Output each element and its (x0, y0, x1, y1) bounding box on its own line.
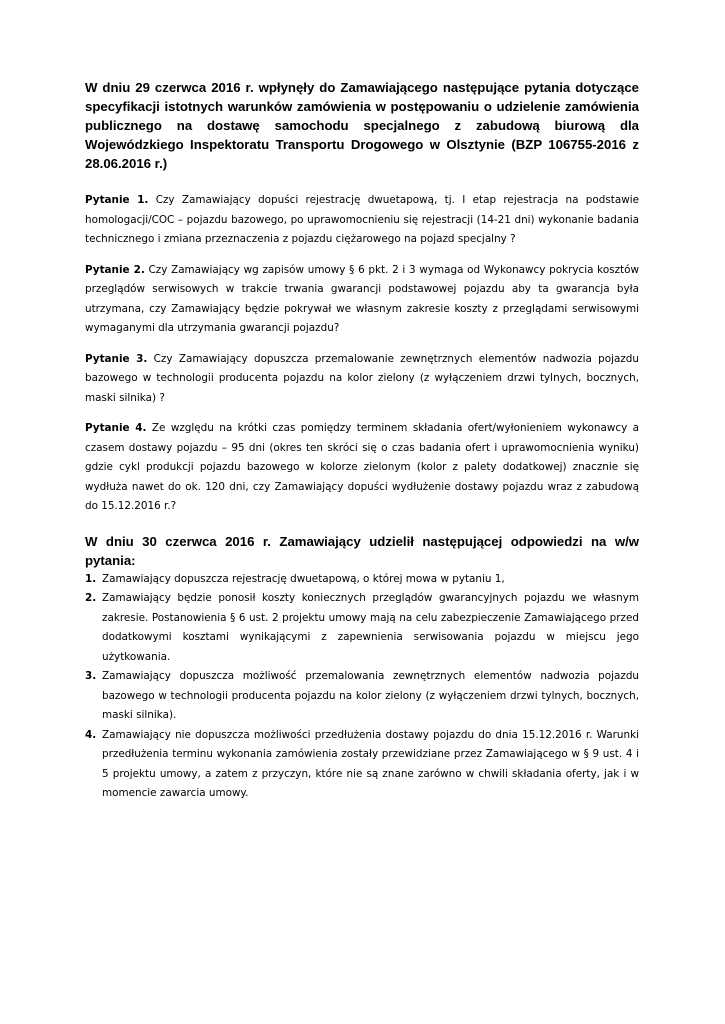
answer-item-1 (85, 570, 639, 590)
question-4-text: Ze względu na krótki czas pomiędzy terminem składania ofert/wyłonieniem wykonawcy a czasem dostawy pojazdu – 95 dni (okres ten skróci się o czas badania ofert i uprawomocnienia wyniku) gdzie cykl produkcji pojazdu bazowego w kolorze zielonym (kolor z palety dodatkowej) znacznie się wydłuża nawet do ok. 120 dni, czy Zamawiający dopuści wydłużenie dostawy pojazdu wraz z zabudową do 15.12.2016 r.? (85, 422, 639, 512)
answer-2-number: 2. (85, 592, 97, 604)
question-3-label: Pytanie 3. (85, 352, 148, 365)
question-1-text: Czy Zamawiający dopuści rejestrację dwuetapową, tj. I etap rejestracja na podstawie homologacji/COC – pojazdu bazowego, po uprawomocnieniu się rejestracji (14-21 dni) wykonanie badania technicznego i zmiana przeznaczenia z pojazdu ciężarowego na pojazd specjalny ? (85, 194, 639, 245)
question-2-label: Pytanie 2. (85, 263, 145, 276)
question-1-label: Pytanie 1. (85, 194, 149, 206)
document-page (85, 78, 639, 804)
question-3-text: Czy Zamawiający dopuszcza przemalowanie zewnętrznych elementów nadwozia pojazdu bazowego w technologii producenta pojazdu na kolor zielony (z wyłączeniem drzwi tylnych, bocznych, maski silnika) ? (85, 352, 639, 404)
answer-item-4 (85, 726, 639, 804)
question-1 (85, 191, 639, 250)
answer-4-number: 4. (85, 728, 97, 741)
answer-item-3 (85, 667, 639, 726)
answer-3-text: Zamawiający dopuszcza możliwość przemalowania zewnętrznych elementów nadwozia pojazdu bazowego w technologii producenta pojazdu na kolor zielony (z wyłączeniem drzwi tylnych, bocznych, maski silnika). (102, 670, 639, 721)
answer-1-number: 1. (85, 572, 97, 585)
question-4-label: Pytanie 4. (85, 422, 147, 434)
answer-4-text: Zamawiający nie dopuszcza możliwości przedłużenia dostawy pojazdu do dnia 15.12.2016 r. Warunki przedłużenia terminu wykonania zamówienia zostały przewidziane przez Zamawiającego w § 9 ust. 4 i 5 projektu umowy, a zatem z przyczyn, które nie są znane zarówno w chwili składania oferty, jak i w momencie zawarcia umowy. (102, 728, 639, 799)
answers-list (85, 570, 639, 804)
question-2-text: Czy Zamawiający wg zapisów umowy § 6 pkt. 2 i 3 wymaga od Wykonawcy pokrycia kosztów przeglądów serwisowych w trakcie trwania gwarancji podstawowej pojazdu aby ta gwarancja była utrzymana, czy Zamawiający będzie pokrywał we własnym zakresie koszty z przeglądami serwisowymi wymaganymi dla utrzymania gwarancji pojazdu? (85, 263, 639, 334)
question-2 (85, 261, 639, 339)
answer-1-text: Zamawiający dopuszcza rejestrację dwuetapową, o której mowa w pytaniu 1, (102, 572, 505, 585)
answer-3-number: 3. (85, 670, 97, 682)
answer-item-2 (85, 589, 639, 667)
intro-heading: W dniu 29 czerwca 2016 r. wpłynęły do Zamawiającego następujące pytania dotyczące specyfikacji istotnych warunków zamówienia w postępowaniu o udzielenie zamówienia publicznego na dostawę samochodu specjalnego z zabudową biurową dla Wojewódzkiego Inspektoratu Transportu Drogowego w Olsztynie (BZP 106755-2016 z 28.06.2016 r.) (85, 80, 639, 171)
question-4 (85, 419, 639, 517)
answers-heading: W dniu 30 czerwca 2016 r. Zamawiający udzielił następującej odpowiedzi na w/w pytania: (85, 533, 639, 568)
question-3 (85, 350, 639, 409)
answer-2-text: Zamawiający będzie ponosił koszty koniecznych przeglądów gwarancyjnych pojazdu we własnym zakresie. Postanowienia § 6 ust. 2 projektu umowy mają na celu zabezpieczenie Zamawiającego przed dodatkowymi kosztami wynikającymi z zapewnienia serwisowania pojazdu w miejscu jego użytkowania. (102, 592, 639, 663)
